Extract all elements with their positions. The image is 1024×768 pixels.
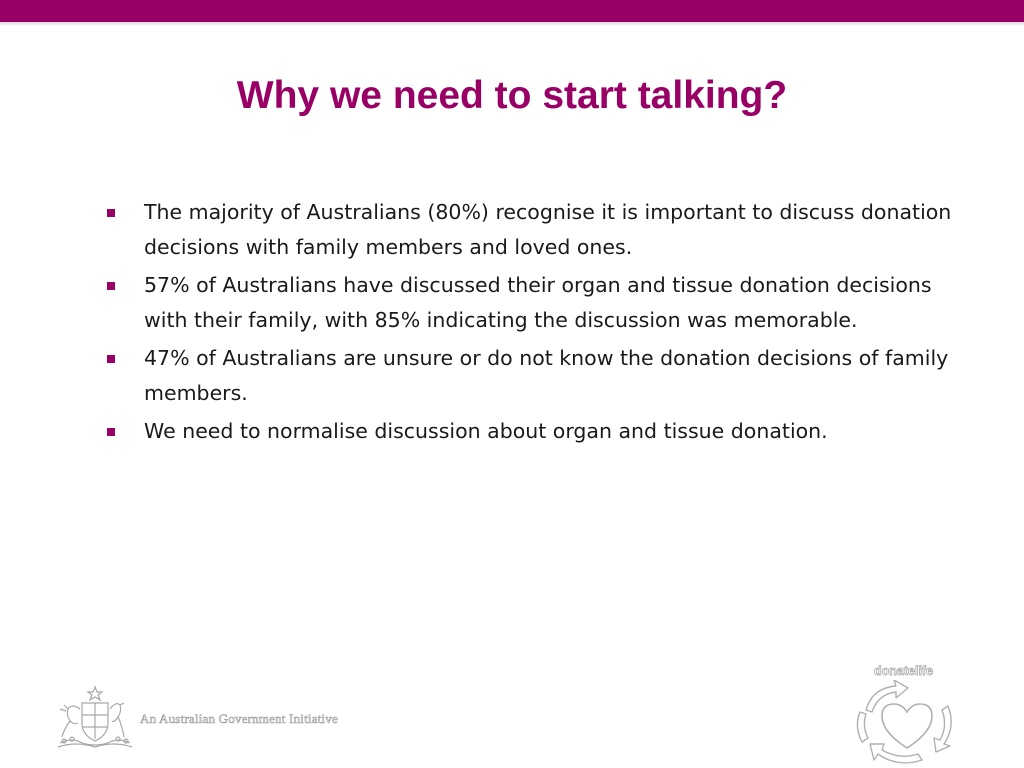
square-bullet-icon [107, 428, 115, 436]
bullet-text: 47% of Australians are unsure or do not know the donation decisions of family members. [144, 346, 949, 405]
slide-title: Why we need to start talking? [236, 74, 788, 117]
donatelife-wordmark: donatelife [874, 664, 934, 678]
square-bullet-icon [107, 209, 115, 217]
bullet-item [104, 414, 954, 449]
bullet-text: The majority of Australians (80%) recognise it is important to discuss donation decisions with family members and loved ones. [144, 200, 952, 259]
bullet-item [104, 268, 954, 338]
donatelife-logo [852, 660, 962, 765]
bullet-text: 57% of Australians have discussed their organ and tissue donation decisions with their family, with 85% indicating the discussion was memorable. [144, 273, 932, 332]
government-initiative-text: An Australian Government Initiative [140, 711, 338, 726]
coat-of-arms-icon [52, 685, 138, 751]
top-bar-shadow [0, 22, 1024, 26]
bullet-text: We need to normalise discussion about organ and tissue donation. [144, 419, 828, 443]
bullet-item [104, 195, 954, 265]
bullet-item [104, 341, 954, 411]
square-bullet-icon [107, 355, 115, 363]
bullet-list [104, 195, 954, 452]
top-accent-bar [0, 0, 1024, 22]
square-bullet-icon [107, 282, 115, 290]
government-logo [52, 685, 392, 755]
heart-arrows-icon [852, 680, 962, 765]
